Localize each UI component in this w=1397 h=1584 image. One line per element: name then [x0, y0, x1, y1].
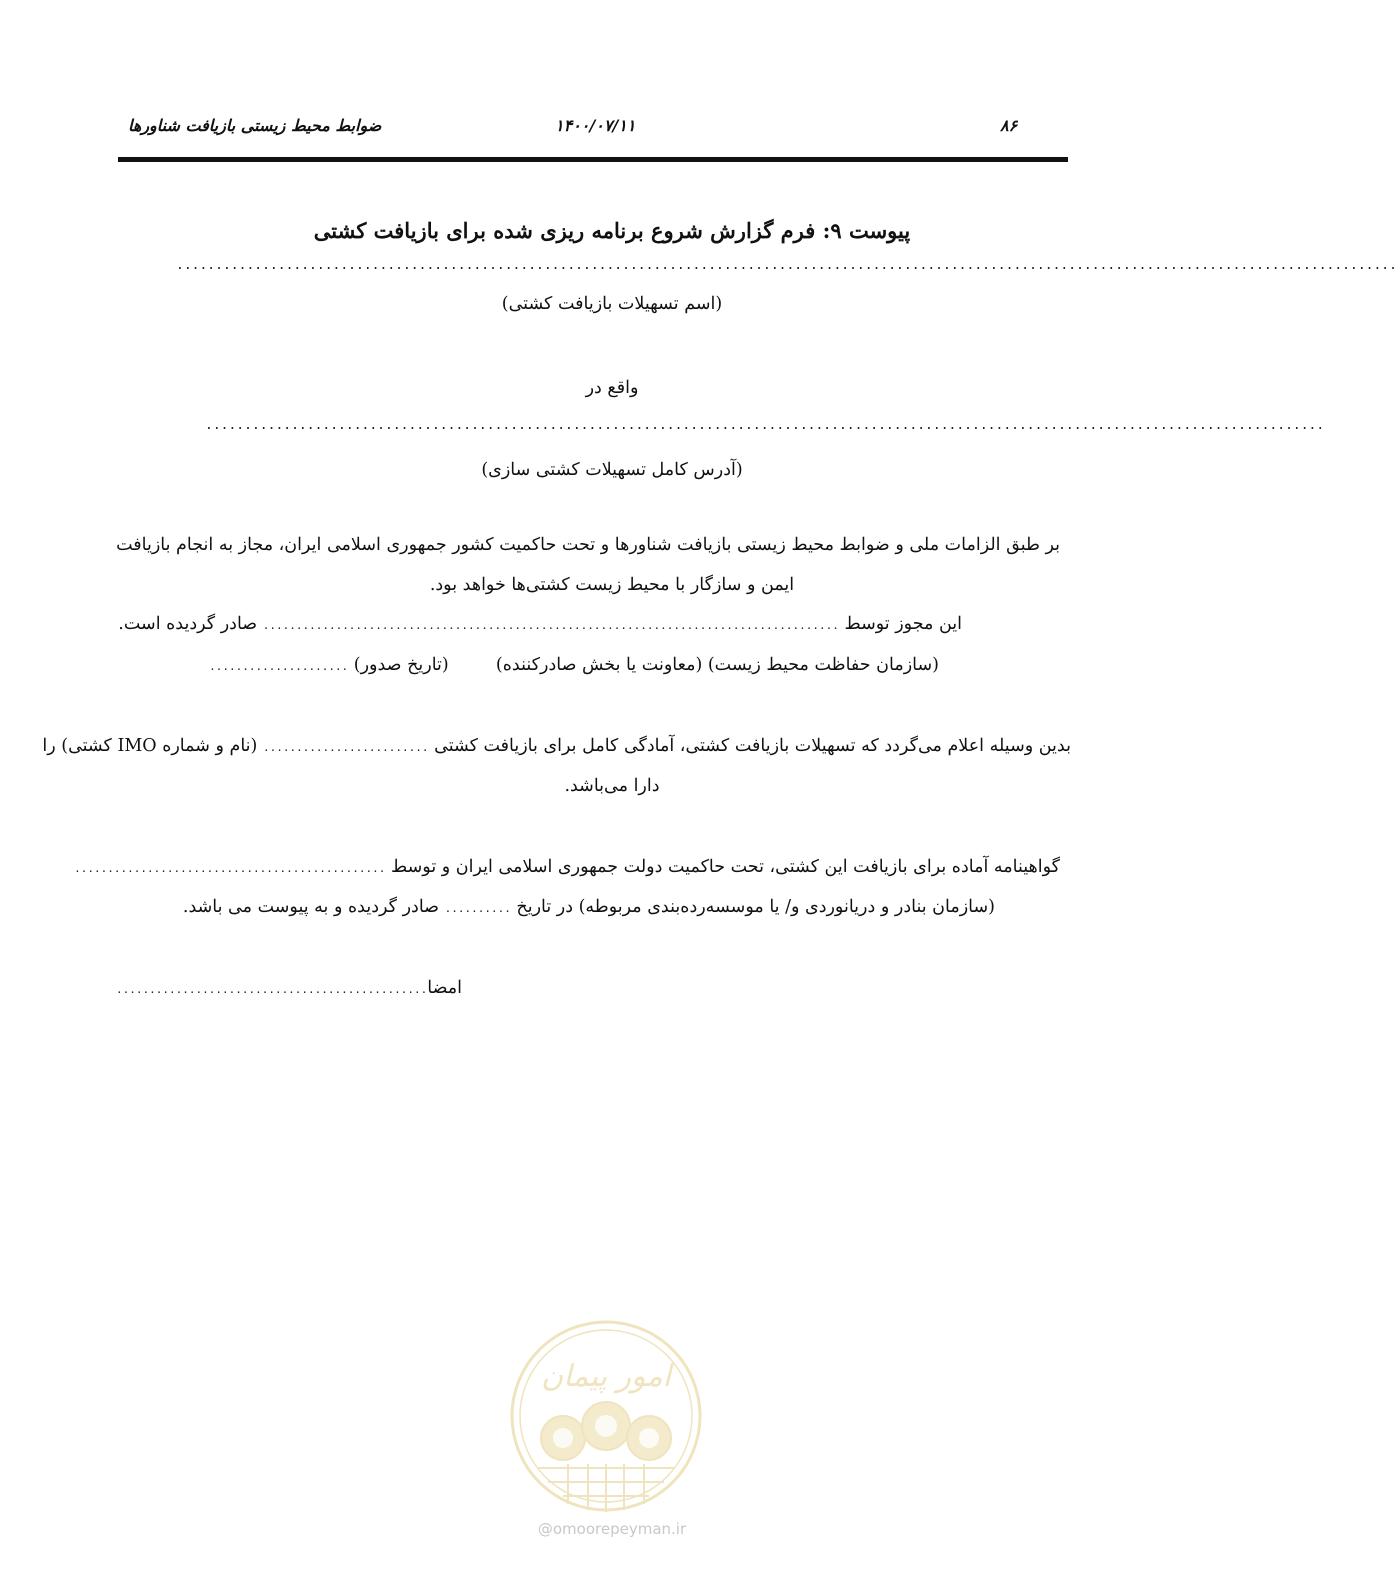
- header-date: ۱۴۰۰/۰۷/۱۱: [555, 116, 636, 135]
- permit-caption-line: [209, 655, 939, 675]
- header-title: ضوابط محیط زیستی بازیافت شناورها: [128, 116, 382, 135]
- cert-line2-suffix: صادر گردیده و به پیوست می باشد.: [182, 897, 440, 917]
- watermark-logo: [508, 1318, 704, 1514]
- issue-date-caption: (تاریخ صدور): [353, 655, 449, 675]
- para2-suffix: (نام و شماره IMO کشتی) را: [42, 736, 258, 756]
- para1-line2: ایمن و سازگار با محیط زیست کشتی‌ها خواهد بود.: [429, 575, 795, 595]
- para1-line1: بر طبق الزامات ملی و ضوابط محیط زیستی بازیافت شناورها و تحت حاکمیت کشور جمهوری اسلامی ایران، مجاز به انجام بازیافت: [116, 535, 1060, 555]
- facility-name-caption: (اسم تسهیلات بازیافت کشتی): [501, 294, 723, 314]
- issue-date-blank: .....................: [209, 660, 349, 673]
- permit-org-caption: (سازمان حفاظت محیط زیست) (معاونت یا بخش صادرکننده): [495, 655, 939, 675]
- cert-line1: [74, 857, 1060, 877]
- cert-line1-text: گواهینامه آماده برای بازیافت این کشتی، تحت حاکمیت دولت جمهوری اسلامی ایران و توسط: [391, 857, 1060, 877]
- signature-blank: ...............................................: [116, 983, 428, 996]
- cert-issuer-blank: ...............................................: [74, 862, 386, 875]
- permit-prefix: این مجوز توسط: [844, 614, 962, 634]
- cert-line2-prefix: (سازمان بنادر و دریانوردی و/ یا موسسه‌رده‌بندی مربوطه) در تاریخ: [516, 897, 995, 917]
- permit-line: [118, 614, 962, 634]
- form-title: پیوست ۹: فرم گزارش شروع برنامه ریزی شده برای بازیافت کشتی: [313, 218, 911, 243]
- header-page-number: ۸۶: [1000, 116, 1018, 135]
- cert-line2: [183, 897, 995, 917]
- signature-line: [116, 978, 462, 998]
- facility-name-blank: ............................................................................................................................................................: [176, 258, 1397, 273]
- para2-prefix: بدین وسیله اعلام می‌گردد که تسهیلات بازیافت کشتی، آمادگی کامل برای بازیافت کشتی: [434, 736, 1071, 756]
- para2-line1: [42, 736, 1071, 756]
- cert-date-blank: ..........: [444, 902, 511, 915]
- located-in-label: واقع در: [585, 378, 639, 398]
- vessel-blank: .........................: [262, 741, 429, 754]
- watermark-url: @omoorepeyman.ir: [537, 1520, 687, 1538]
- para2-line2: دارا می‌باشد.: [564, 776, 660, 796]
- signature-label: امضا: [427, 978, 463, 998]
- address-caption: (آدرس کامل تسهیلات کشتی سازی): [481, 460, 743, 480]
- permit-blank: .......................................................................................: [262, 619, 839, 632]
- permit-suffix: صادر گردیده است.: [118, 614, 258, 634]
- address-blank: ...............................................................................................................................................: [205, 418, 1325, 433]
- watermark-logo-text: امور پیمان: [541, 1359, 671, 1394]
- header-rule: [118, 157, 1068, 162]
